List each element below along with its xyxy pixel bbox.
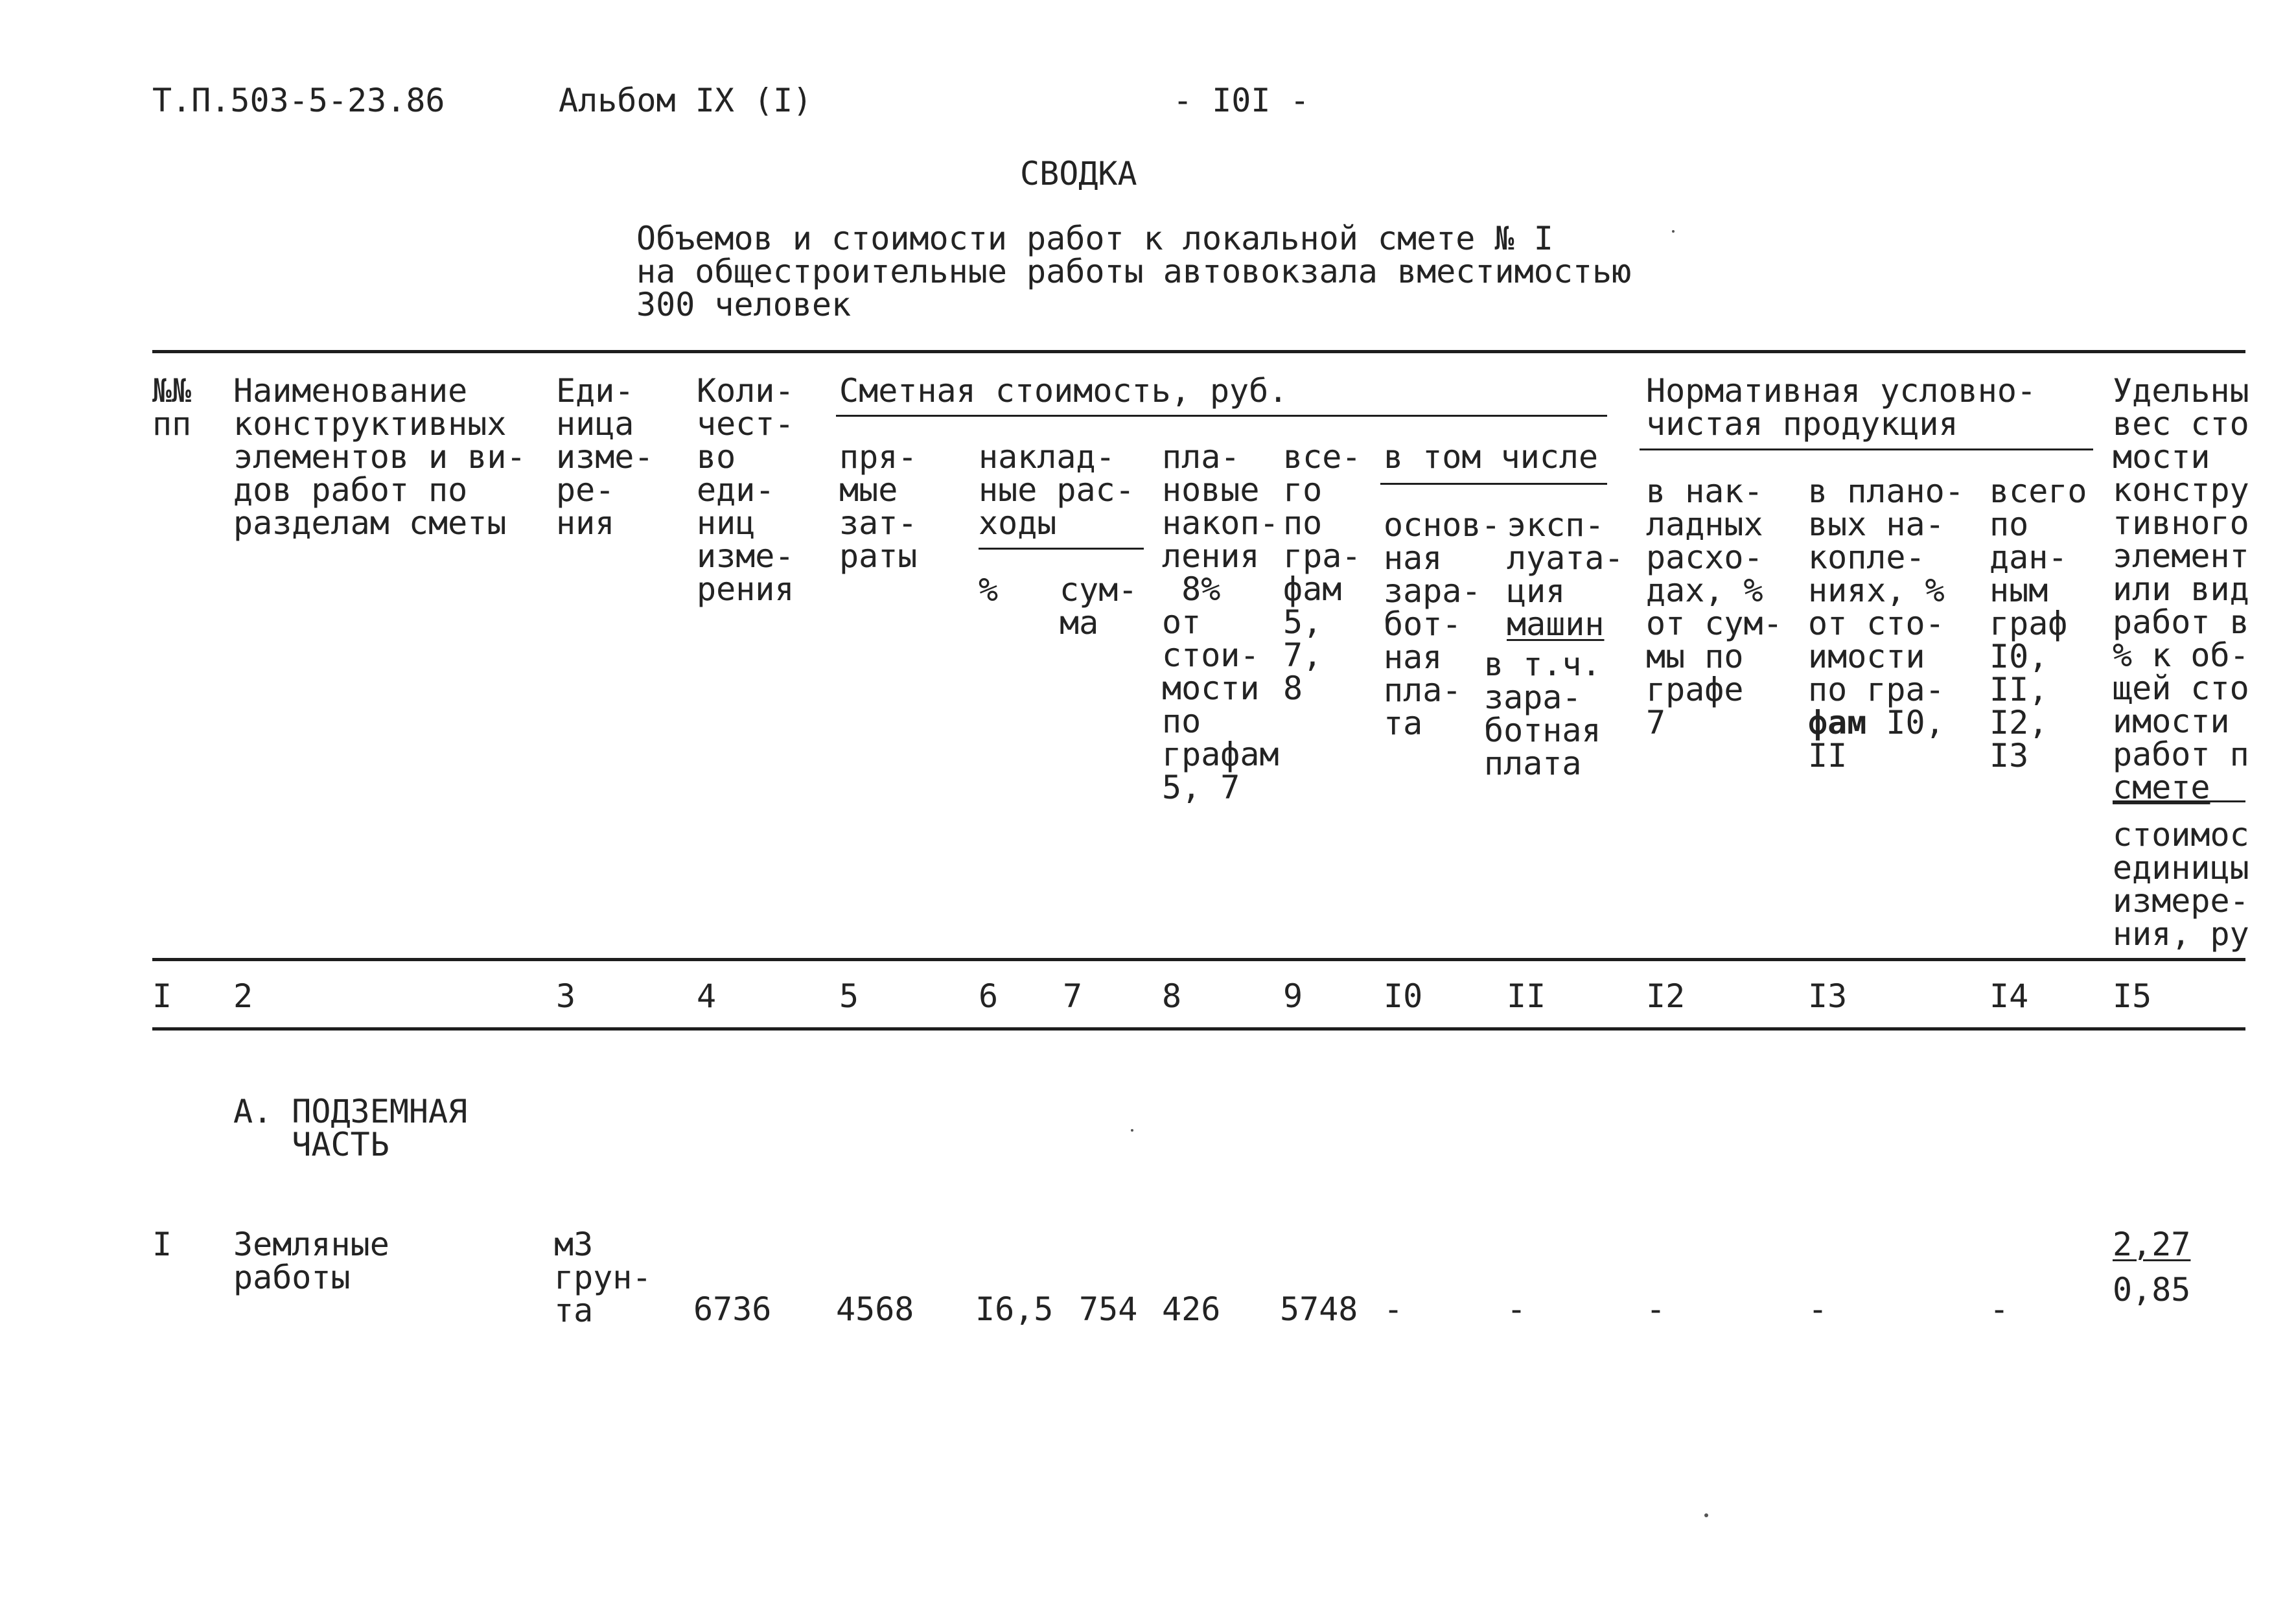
header-row-number: №№ пп (152, 372, 192, 443)
row-ncp-planned: - (1808, 1290, 1828, 1328)
page-number: - I0I - (1173, 82, 1310, 119)
header-unit: Еди- ница изме- ре- ния (556, 372, 654, 542)
column-number: 9 (1283, 977, 1303, 1015)
row-direct-costs: 4568 (836, 1290, 914, 1328)
row-number: I (152, 1226, 172, 1263)
section-title: А. ПОДЗЕМНАЯ ЧАСТЬ (233, 1093, 468, 1163)
header-ncp-planned-end: II (1808, 737, 1848, 775)
column-number: 5 (839, 977, 859, 1015)
header-quantity: Коли- чест- во еди- ниц изме- рения (697, 372, 794, 608)
subtitle-line-3: 300 человек (636, 286, 852, 323)
row-unit: м3 грун- та (554, 1226, 652, 1329)
document-code: Т.П.503-5-23.86 (152, 82, 445, 119)
column-number: I0 (1384, 977, 1423, 1015)
header-machine-wage: в т.ч. зара- ботная плата (1484, 646, 1601, 782)
header-ncp-overhead: в нак- ладных расхо- дах, % от сум- мы по графе 7 (1646, 472, 1783, 741)
column-number: 2 (233, 977, 253, 1015)
column-number: I3 (1808, 977, 1848, 1015)
scan-speck (1131, 1129, 1133, 1132)
column-number: I4 (1989, 977, 2029, 1015)
row-ncp-total: - (1989, 1290, 2010, 1328)
header-machines-label: машин (1507, 605, 1605, 643)
header-base-wage: основ- ная зара- бот- ная пла- та (1384, 506, 1501, 742)
header-unit-cost: стоимос единицы измере- ния, ру (2113, 816, 2249, 953)
row-machine-operation: - (1507, 1290, 1527, 1328)
summary-title: СВОДКА (1020, 155, 1137, 192)
subtitle-line-1: Объемов и стоимости работ к локальной смете № I (636, 220, 1553, 257)
column-number: 7 (1063, 977, 1083, 1015)
column-number: II (1507, 977, 1546, 1015)
row-ncp-overhead: - (1646, 1290, 1666, 1328)
row-overhead-sum: 754 (1079, 1290, 1138, 1328)
column-number: I2 (1646, 977, 1686, 1015)
header-ncp-planned-cols: I0, (1866, 704, 1945, 741)
header-element-name: Наименование конструктивных элементов и ви- дов работ по разделам сметы (233, 372, 526, 542)
header-share-smete: смете (2113, 769, 2210, 806)
column-numbers-rule (152, 1027, 2245, 1031)
overhead-group-rule (979, 548, 1144, 550)
row-planned-savings: 426 (1162, 1290, 1221, 1328)
subtitle-line-2: на общестроительные работы автовокзала вместимостью (636, 253, 1632, 290)
header-overhead-group: наклад- ные рас- ходы (979, 438, 1135, 542)
header-planned-savings: пла- новые накоп- ления 8% от стои- мости по графам 5, 7 (1162, 438, 1279, 806)
table-top-rule (152, 350, 2245, 353)
row-total: 5748 (1280, 1290, 1358, 1328)
album-label: Альбом IX (I) (559, 82, 813, 119)
column-number: 6 (979, 977, 999, 1015)
row-name: Земляные работы (233, 1226, 389, 1296)
row-base-wage: - (1384, 1290, 1404, 1328)
header-cost-group: Сметная стоимость, руб. (839, 372, 1288, 410)
row-share-percent: 2,27 (2113, 1226, 2191, 1263)
cost-group-rule (836, 415, 1607, 417)
header-share: Удельны вес сто мости констру тивного элемент или вид работ в % к об- щей сто имости работ п (2113, 372, 2249, 773)
scan-speck (1704, 1513, 1708, 1517)
header-including-group: в том числе (1384, 438, 1599, 476)
header-total: все- го по гра- фам 5, 7, 8 (1283, 438, 1362, 707)
incl-group-rule (1380, 483, 1607, 485)
column-number: 4 (697, 977, 717, 1015)
scan-speck (1672, 230, 1675, 233)
column-number: I (152, 977, 172, 1015)
header-overhead-sum: сум- ма (1060, 571, 1138, 642)
header-bottom-rule (152, 958, 2245, 961)
row-quantity: 6736 (693, 1290, 772, 1328)
column-number: I5 (2113, 977, 2152, 1015)
header-machine-operation: эксп- луата- ция (1507, 506, 1624, 610)
header-normative-group: Нормативная условно- чистая продукция (1646, 372, 2037, 443)
row-overhead-percent: I6,5 (975, 1290, 1054, 1328)
column-number: 3 (556, 977, 576, 1015)
header-ncp-total: всего по дан- ным граф I0, II, I2, I3 (1989, 472, 2087, 775)
header-overhead-percent: % (979, 571, 999, 609)
norm-group-rule (1640, 449, 2093, 450)
row-unit-cost: 0,85 (2113, 1271, 2191, 1309)
header-ncp-planned: в плано- вых на- копле- ниях, % от сто- имости по гра- (1808, 472, 1964, 708)
column-number: 8 (1162, 977, 1182, 1015)
header-ncp-planned-bold: фам (1808, 704, 1867, 741)
header-direct-costs: пря- мые зат- раты (839, 438, 918, 575)
